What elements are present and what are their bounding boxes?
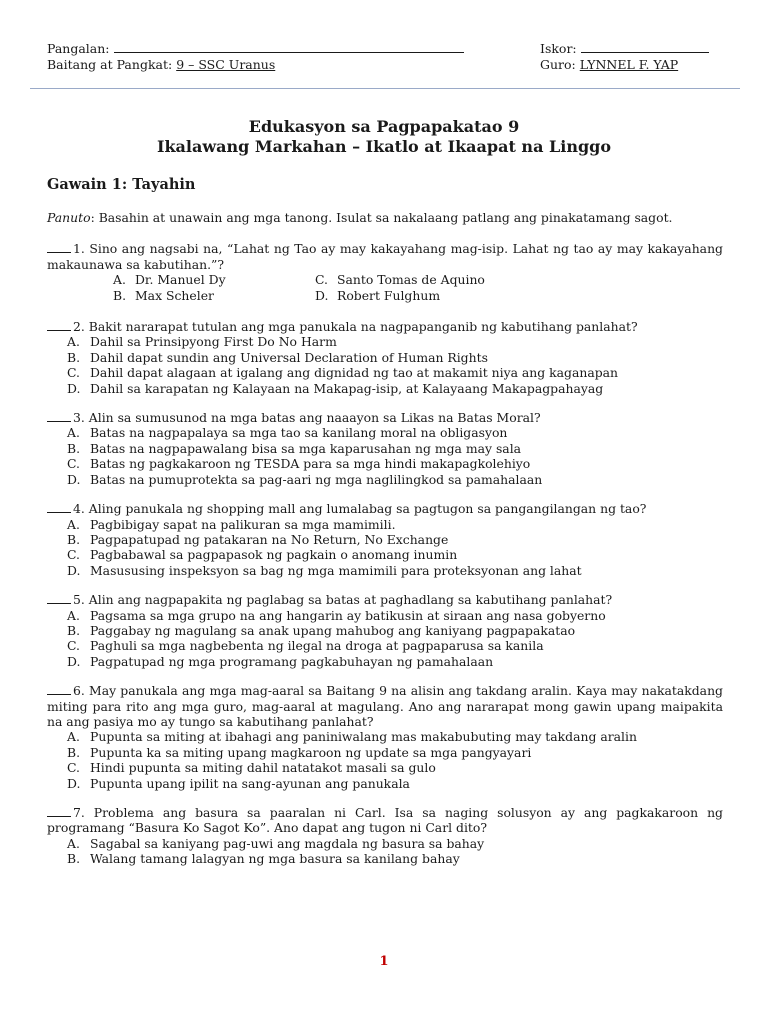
option-letter: D. bbox=[67, 562, 81, 578]
option-letter: B. bbox=[67, 851, 81, 867]
answer-blank[interactable] bbox=[47, 410, 71, 422]
option-a bbox=[113, 272, 315, 287]
option-text: Hindi pupunta sa miting dahil natatakot masali sa gulo bbox=[90, 760, 436, 776]
question-text: Sino ang nagsabi na, “Lahat ng Tao ay may kakayahang mag-isip. Lahat ng tao ay may kakayahang makaunawa sa kabutihan.”? bbox=[47, 241, 723, 272]
option-text: Robert Fulghum bbox=[337, 287, 441, 303]
question-stem bbox=[47, 592, 723, 607]
option-text: Batas ng pagkakaroon ng TESDA para sa mga hindi makapagkolehiyo bbox=[90, 456, 531, 472]
question-text: Aling panukala ng shopping mall ang lumalabag sa pagtugon sa pangangilangan ng tao? bbox=[88, 501, 647, 517]
question-number: 7. bbox=[73, 805, 85, 820]
option-c bbox=[47, 638, 723, 653]
option-d bbox=[47, 654, 723, 669]
question-number: 1. bbox=[73, 241, 85, 257]
option-text: Dahil dapat sundin ang Universal Declaration of Human Rights bbox=[90, 349, 488, 365]
option-letter: C. bbox=[67, 365, 80, 381]
question-text: Bakit nararapat tutulan ang mga panukala na nagpapanganib ng kabutihang panlahat? bbox=[88, 319, 638, 335]
option-letter: D. bbox=[67, 653, 81, 669]
option-text: Pagbabawal sa pagpapasok ng pagkain o anomang inumin bbox=[90, 547, 458, 563]
option-text: Pupunta upang ipilit na sang-ayunan ang panukala bbox=[90, 775, 410, 791]
option-text: Batas na nagpapawalang bisa sa mga kaparusahan ng mga may sala bbox=[90, 440, 522, 456]
options-list bbox=[47, 517, 723, 579]
question-1 bbox=[47, 241, 723, 303]
option-letter: C. bbox=[315, 272, 328, 288]
question-6 bbox=[47, 683, 723, 791]
option-text: Max Scheler bbox=[135, 287, 214, 303]
option-letter: A. bbox=[67, 729, 80, 745]
instructions-label: Panuto bbox=[47, 210, 91, 225]
quarter-title: Ikalawang Markahan – Ikatlo at Ikaapat na Linggo bbox=[156, 137, 612, 156]
name-blank[interactable] bbox=[114, 40, 464, 53]
option-b bbox=[47, 745, 723, 760]
page-number: 1 bbox=[379, 954, 389, 969]
option-d bbox=[47, 381, 723, 396]
score-label: Iskor: bbox=[540, 41, 577, 56]
option-c bbox=[47, 760, 723, 775]
option-letter: C. bbox=[67, 760, 80, 776]
question-text: Alin ang nagpapakita ng paglabag sa batas at paghadlang sa kabutihang panlahat? bbox=[88, 592, 613, 608]
option-d bbox=[47, 776, 723, 791]
grade-field bbox=[47, 57, 275, 73]
option-a bbox=[47, 425, 723, 440]
question-stem bbox=[47, 683, 723, 729]
teacher-label: Guro: bbox=[540, 57, 576, 72]
option-letter: B. bbox=[67, 440, 81, 456]
option-c bbox=[47, 365, 723, 380]
option-letter: B. bbox=[113, 287, 127, 303]
option-letter: A. bbox=[113, 272, 126, 288]
option-text: Dahil dapat alagaan at igalang ang dignidad ng tao at makamit niya ang kaganapan bbox=[90, 365, 619, 381]
question-text: Problema ang basura sa paaralan ni Carl. Isa sa naging solusyon ay ang pagkakaroon ng programang “Basura Ko Sagot Ko”. Ano dapat ang tugon ni Carl dito? bbox=[47, 805, 723, 836]
question-text: May panukala ang mga mag-aaral sa Baitang 9 na alisin ang takdang aralin. Kaya may nakatakdang miting para rito ang mga guro, mag-aaral at magulang. Ano ang nararapat mong gawin upang maipakita na ang pasiya mo ay tungo sa kabutihang panlahat? bbox=[47, 683, 723, 729]
option-c bbox=[47, 547, 723, 562]
option-letter: D. bbox=[67, 380, 81, 396]
option-letter: D. bbox=[67, 471, 81, 487]
question-number: 4. bbox=[73, 501, 85, 517]
option-letter: A. bbox=[67, 835, 80, 851]
instructions-text: : Basahin at unawain ang mga tanong. Isulat sa nakalaang patlang ang pinakatamang sagot. bbox=[90, 210, 673, 225]
answer-blank[interactable] bbox=[47, 592, 71, 604]
score-blank[interactable] bbox=[581, 40, 709, 53]
option-letter: B. bbox=[67, 531, 81, 547]
option-letter: C. bbox=[67, 638, 80, 654]
option-text: Pupunta ka sa miting upang magkaroon ng update sa mga pangyayari bbox=[90, 744, 532, 760]
options-list bbox=[47, 425, 723, 487]
option-b bbox=[47, 441, 723, 456]
answer-blank[interactable] bbox=[47, 683, 71, 695]
option-text: Pagpapatupad ng patakaran na No Return, No Exchange bbox=[90, 531, 449, 547]
question-5 bbox=[47, 592, 723, 669]
options-list bbox=[47, 836, 723, 867]
option-letter: D. bbox=[315, 287, 329, 303]
option-text: Paggabay ng magulang sa anak upang mahubog ang kaniyang pagpapakatao bbox=[90, 622, 576, 638]
option-letter: C. bbox=[67, 547, 80, 563]
option-text: Dahil sa Prinsipyong First Do No Harm bbox=[90, 334, 337, 350]
option-text: Batas na nagpapalaya sa mga tao sa kanilang moral na obligasyon bbox=[90, 425, 508, 441]
option-letter: C. bbox=[67, 456, 80, 472]
option-text: Pagbibigay sapat na palikuran sa mga mamimili. bbox=[90, 516, 396, 532]
option-a bbox=[47, 517, 723, 532]
option-a bbox=[47, 836, 723, 851]
question-stem bbox=[47, 319, 723, 334]
question-7 bbox=[47, 805, 723, 867]
option-c bbox=[47, 456, 723, 471]
name-label: Pangalan: bbox=[47, 41, 110, 56]
option-a bbox=[47, 729, 723, 744]
option-letter: A. bbox=[67, 516, 80, 532]
activity-heading: Gawain 1: Tayahin bbox=[47, 176, 196, 193]
option-b bbox=[47, 623, 723, 638]
option-text: Pagpatupad ng mga programang pagkabuhayan ng pamahalaan bbox=[90, 653, 494, 669]
option-d bbox=[47, 472, 723, 487]
teacher-value: LYNNEL F. YAP bbox=[579, 57, 679, 72]
question-number: 6. bbox=[73, 683, 85, 699]
question-stem bbox=[47, 241, 723, 272]
option-b bbox=[47, 350, 723, 365]
question-number: 2. bbox=[73, 319, 85, 335]
option-text: Batas na pumuprotekta sa pag-aari ng mga naglilingkod sa pamahalaan bbox=[90, 471, 543, 487]
answer-blank[interactable] bbox=[47, 805, 71, 817]
question-number: 3. bbox=[73, 410, 85, 426]
option-d bbox=[315, 288, 525, 303]
options-list bbox=[47, 729, 723, 791]
score-field bbox=[540, 40, 709, 57]
answer-blank[interactable] bbox=[47, 501, 71, 513]
option-text: Dahil sa karapatan ng Kalayaan na Makapag-isip, at Kalayaang Makapagpahayag bbox=[90, 380, 604, 396]
question-stem bbox=[47, 805, 723, 836]
option-text: Paghuli sa mga nagbebenta ng ilegal na droga at pagpaparusa sa kanila bbox=[90, 638, 544, 654]
option-b bbox=[47, 851, 723, 866]
option-b bbox=[113, 288, 315, 303]
question-4 bbox=[47, 501, 723, 578]
option-d bbox=[47, 563, 723, 578]
option-letter: A. bbox=[67, 607, 80, 623]
option-text: Walang tamang lalagyan ng mga basura sa kanilang bahay bbox=[90, 851, 460, 867]
option-b bbox=[47, 532, 723, 547]
question-3 bbox=[47, 410, 723, 487]
teacher-field bbox=[540, 57, 678, 73]
answer-blank[interactable] bbox=[47, 241, 71, 253]
header-divider bbox=[30, 88, 740, 89]
option-letter: A. bbox=[67, 334, 80, 350]
option-text: Masususing inspeksyon sa bag ng mga mamimili para proteksyonan ang lahat bbox=[90, 562, 582, 578]
option-text: Pupunta sa miting at ibahagi ang paniniwalang mas makabubuting may takdang aralin bbox=[90, 729, 637, 745]
question-number: 5. bbox=[73, 592, 85, 608]
subject-title: Edukasyon sa Pagpapakatao 9 bbox=[248, 117, 520, 136]
question-2 bbox=[47, 319, 723, 396]
option-text: Santo Tomas de Aquino bbox=[337, 272, 485, 288]
option-text: Dr. Manuel Dy bbox=[135, 272, 226, 288]
instructions bbox=[47, 210, 723, 225]
options-grid bbox=[113, 272, 723, 303]
option-text: Pagsama sa mga grupo na ang hangarin ay batikusin at siraan ang nasa gobyerno bbox=[90, 607, 606, 623]
question-stem bbox=[47, 410, 723, 425]
option-letter: B. bbox=[67, 349, 81, 365]
answer-blank[interactable] bbox=[47, 319, 71, 331]
option-letter: A. bbox=[67, 425, 80, 441]
option-a bbox=[47, 334, 723, 349]
question-text: Alin sa sumusunod na mga batas ang naaayon sa Likas na Batas Moral? bbox=[88, 410, 541, 426]
question-stem bbox=[47, 501, 723, 516]
option-text: Sagabal sa kaniyang pag-uwi ang magdala ng basura sa bahay bbox=[90, 835, 485, 851]
option-c bbox=[315, 272, 525, 287]
worksheet-content bbox=[47, 210, 723, 867]
grade-label: Baitang at Pangkat: bbox=[47, 57, 173, 72]
grade-value: 9 – SSC Uranus bbox=[176, 57, 276, 72]
option-a bbox=[47, 608, 723, 623]
name-field bbox=[47, 40, 464, 57]
option-letter: B. bbox=[67, 622, 81, 638]
option-letter: D. bbox=[67, 775, 81, 791]
options-list bbox=[47, 334, 723, 396]
option-letter: B. bbox=[67, 744, 81, 760]
options-list bbox=[47, 608, 723, 670]
